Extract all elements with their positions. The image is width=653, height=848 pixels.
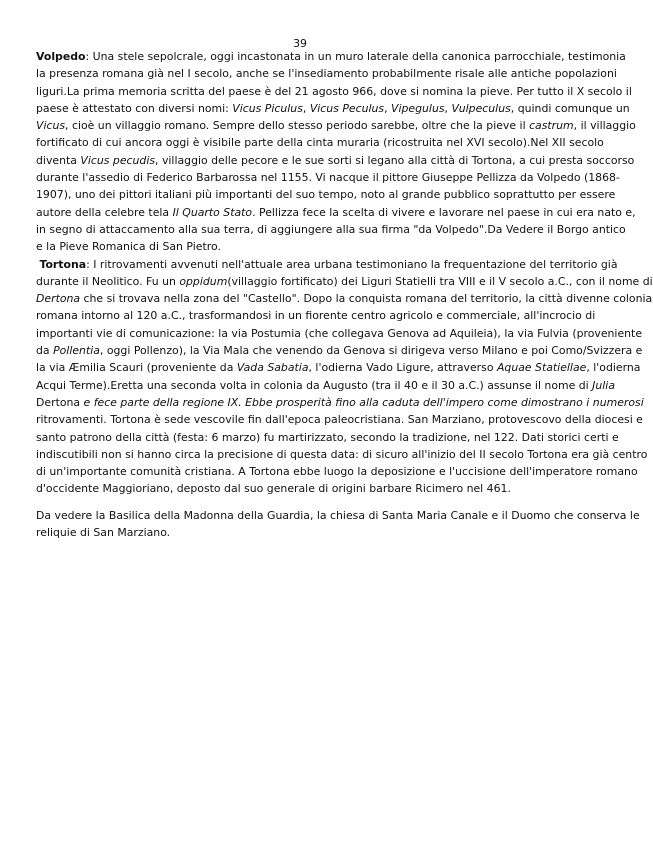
italic-term: Vicus Piculus <box>232 101 303 115</box>
text-run: : Una stele sepolcrale, oggi incastonata in un muro laterale della canonica parrocchiale, testimonia <box>85 50 626 63</box>
text-line <box>36 117 636 134</box>
text-run: 1907), uno dei pittori italiani più importanti del suo tempo, noto al grande pubblico soprattutto per essere <box>36 188 616 202</box>
text-run: autore della celebre tela <box>36 205 173 219</box>
text-run: , l'odierna Vado Ligure, attraverso <box>308 361 497 375</box>
italic-term: e fece parte della regione IX. Ebbe prosperità fino alla caduta dell'impero come dimostrano i numerosi <box>80 395 644 409</box>
text-run: . Pellizza fece la scelta di vivere e lavorare nel paese in cui era nato e, <box>252 205 636 219</box>
text-run: , cioè un villaggio romano. Sempre dello stesso periodo sarebbe, oltre che la pieve il <box>65 119 530 133</box>
text-run: e la Pieve Romanica di San Pietro. <box>36 240 221 254</box>
text-run: , <box>302 101 310 115</box>
text-line <box>36 48 626 65</box>
italic-term: castrum <box>529 119 574 133</box>
text-line <box>36 204 636 221</box>
text-run: paese è attestato con diversi nomi: <box>36 101 233 115</box>
italic-term: Vicus Peculus <box>309 101 385 115</box>
text-run: indiscutibili non si hanno circa la precisione di questa data: di sicuro all'inizio del II secolo Tortona era già centro <box>36 447 648 461</box>
text-run: Acqui Terme).Eretta una seconda volta in colonia da Augusto (tra il 40 e il 30 a.C.) assunse il nome di <box>36 378 593 392</box>
text-run: , il villaggio <box>573 119 636 133</box>
italic-term: Vada Sabatia <box>236 361 309 375</box>
text-run: , l'odierna <box>586 361 641 375</box>
text-run: ritrovamenti. Tortona è sede vescovile fin dall'epoca paleocristiana. San Marziano, protovescovo della diocesi e <box>36 413 643 427</box>
text-run: durante il Neolitico. Fu un <box>36 274 180 288</box>
text-line <box>36 411 643 428</box>
italic-term: oppidum <box>179 274 228 288</box>
italic-term: Vicus <box>36 119 66 133</box>
text-run: importanti vie di comunicazione: la via Postumia (che collegava Genova ad Aquileia), la via Fulvia (proveniente <box>36 326 643 340</box>
text-line <box>36 65 617 82</box>
text-line <box>36 290 653 307</box>
italic-term: Dertona <box>36 292 81 306</box>
text-line <box>36 359 641 376</box>
text-run: la presenza romana già nel I secolo, anche se l'insediamento probabilmente risale alle antiche popolazioni <box>36 67 617 81</box>
text-run: reliquie di San Marziano. <box>36 526 171 540</box>
text-line <box>36 238 572 255</box>
text-line <box>36 325 643 342</box>
text-run: , quindi comunque un <box>510 101 630 115</box>
text-line <box>36 152 635 169</box>
paragraph-volpedo <box>36 48 636 256</box>
italic-term: Aquae Statiellae <box>496 361 587 375</box>
text-run: , villaggio delle pecore e le sue sorti si legano alla città di Tortona, a cui presta soccorso <box>155 153 635 167</box>
text-line <box>36 480 572 497</box>
paragraph-tortona <box>36 256 653 498</box>
italic-term: Julia <box>592 378 616 392</box>
text-run: Da vedere la Basilica della Madonna della Guardia, la chiesa di Santa Maria Canale e il Duomo che conserva le <box>36 508 640 522</box>
italic-term: Il Quarto Stato <box>172 205 253 219</box>
heading-volpedo: Volpedo <box>36 50 86 63</box>
text-run: , <box>444 101 452 115</box>
text-run: in segno di attaccamento alla sua terra, di aggiungere alla sua firma "da Volpedo".Da Vedere il Borgo antico <box>36 222 626 236</box>
text-run: fortificato di cui ancora oggi è visibile parte della cinta muraria (ricostruita nel XVI secolo).Nel XII secolo <box>36 136 604 150</box>
text-line <box>36 507 640 524</box>
text-line <box>36 186 616 203</box>
text-run: Dertona <box>36 395 81 409</box>
document-body <box>36 48 653 541</box>
text-line <box>36 221 626 238</box>
text-run: che si trovava nella zona del "Castello". Dopo la conquista romana del territorio, la città divenne colonia <box>80 292 653 306</box>
text-run: diventa <box>36 153 81 167</box>
text-run: (villaggio fortificato) dei Liguri Statielli tra VIII e il V secolo a.C., con il nome di <box>227 274 653 288</box>
text-run: : I ritrovamenti avvenuti nell'attuale area urbana testimoniano la frequentazione del territorio già <box>86 257 618 271</box>
text-run: da <box>36 344 54 358</box>
italic-term: Vulpeculus <box>451 101 511 115</box>
text-line <box>36 256 618 273</box>
text-fragment <box>86 258 617 271</box>
text-run: , oggi Pollenzo), la Via Mala che venendo da Genova si dirigeva verso Milano e poi Como/Svizzera e <box>99 344 643 358</box>
text-run: liguri.La prima memoria scritta del paese è del 21 agosto 966, dove si nomina la pieve. Per tutto il X secolo il <box>36 84 632 98</box>
text-run: di un'importante comunità cristiana. A Tortona ebbe luogo la deposizione e l'uccisione dell'imperatore romano <box>36 465 638 479</box>
text-run: romana intorno al 120 a.C., trasformandosi in un fiorente centro agricolo e commerciale, all'incrocio di <box>36 309 596 323</box>
text-line <box>36 100 630 117</box>
text-line <box>36 394 644 411</box>
text-line <box>36 446 648 463</box>
text-line <box>36 524 572 541</box>
text-run: la via Æmilia Scauri (proveniente da <box>36 361 237 375</box>
text-line <box>36 463 638 480</box>
text-line <box>36 377 616 394</box>
italic-term: Pollentia <box>53 344 100 358</box>
text-line <box>36 342 643 359</box>
paragraph-closing <box>36 507 640 542</box>
text-run: d'occidente Maggioriano, deposto dal suo generale di origini barbare Ricimero nel 461. <box>36 482 511 496</box>
text-line <box>36 307 596 324</box>
text-run: , <box>384 101 392 115</box>
text-line <box>36 429 619 446</box>
text-fragment <box>86 50 626 63</box>
text-line <box>36 169 620 186</box>
text-line <box>36 134 604 151</box>
text-line <box>36 83 632 100</box>
heading-tortona: Tortona <box>39 257 87 271</box>
italic-term: Vipegulus <box>391 101 445 115</box>
text-run: santo patrono della città (festa: 6 marzo) fu martirizzato, secondo la tradizione, nel 122. Dati storici certi e <box>36 430 619 444</box>
italic-term: Vicus pecudis <box>80 153 156 167</box>
page-number: 39 <box>293 37 307 50</box>
text-run: durante l'assedio di Federico Barbarossa nel 1155. Vi nacque il pittore Giuseppe Pellizza da Volpedo (1868- <box>36 171 620 185</box>
text-line <box>36 273 653 290</box>
